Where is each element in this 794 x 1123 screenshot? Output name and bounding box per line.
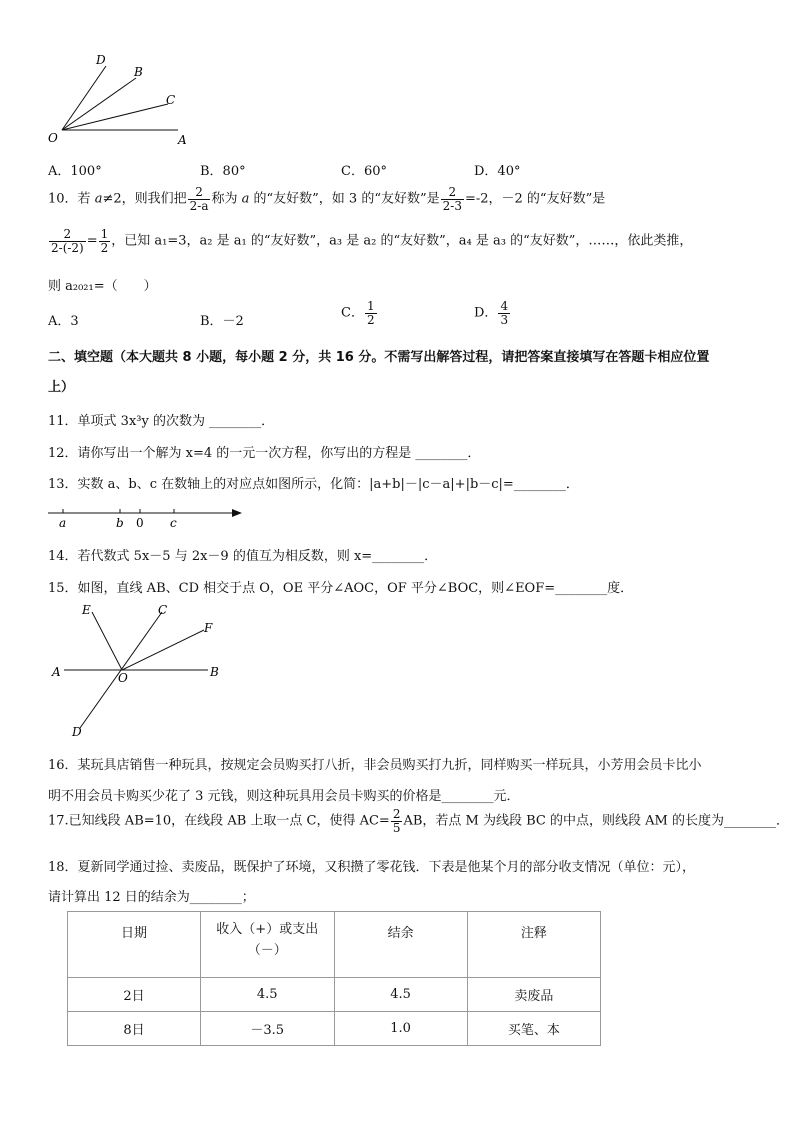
opt-prefix: D． <box>474 305 498 321</box>
q10-var-a: a <box>94 191 103 207</box>
q10-text-f: =-2，－2 的“友好数”是 <box>464 191 606 207</box>
q9-angle-figure <box>40 48 220 148</box>
label-o: O <box>118 671 128 685</box>
ray-ob <box>62 78 136 130</box>
frac-num: 2 <box>441 186 464 200</box>
q10-line1 <box>48 186 605 212</box>
frac-num: 2 <box>188 186 211 200</box>
frac-den: 2-3 <box>442 198 462 213</box>
q10-text-a: 10．若 <box>48 191 95 207</box>
label-f: F <box>204 621 213 635</box>
table-row <box>68 978 601 1012</box>
frac-num: 1 <box>100 227 109 241</box>
q10-text-b: ≠2，则我们把 <box>102 191 187 207</box>
axis-label-b: b <box>116 516 124 530</box>
table-row <box>68 1012 601 1046</box>
cell-date: 2日 <box>68 978 201 1012</box>
q9-option-d: D．40° <box>474 164 521 179</box>
label-c: C <box>166 93 176 107</box>
frac-num: 1 <box>366 299 375 313</box>
q9-option-a: A．100° <box>48 164 102 179</box>
cell-date: 8日 <box>68 1012 201 1046</box>
frac-den: 2-(-2) <box>51 240 84 255</box>
q10-var-a2: a <box>241 191 250 207</box>
label-d: D <box>72 725 82 739</box>
label-b: B <box>210 665 219 679</box>
frac-den: 2 <box>366 312 375 327</box>
q17-text-b: AB，若点 M 为线段 BC 的中点，则线段 AM 的长度为________． <box>403 813 789 829</box>
cell-amount: 4.5 <box>200 978 334 1012</box>
q10-fraction-2-over-2-neg2 <box>49 228 86 254</box>
q18-line2: 请计算出 12 日的结余为________； <box>48 890 255 905</box>
q15-intersecting-lines-figure <box>48 600 228 740</box>
frac-den: 5 <box>392 820 401 835</box>
header-income-line1: 收入（+）或支出 <box>216 922 319 937</box>
header-note: 注释 <box>467 912 600 978</box>
cell-balance: 4.5 <box>334 978 467 1012</box>
label-c: C <box>158 603 168 617</box>
q11-text: 11．单项式 3x³y 的次数为 ________． <box>48 414 275 429</box>
header-balance: 结余 <box>334 912 467 978</box>
axis-arrow-icon <box>232 509 242 517</box>
opt-prefix: C． <box>341 305 364 321</box>
label-a: A <box>52 665 61 679</box>
q10-text-c: 称为 <box>211 191 242 207</box>
q18-line1: 18．夏新同学通过捡、卖废品，既保护了环境，又积攒了零花钱．下表是他某个月的部分收支情况（单位：元）， <box>48 860 696 875</box>
q10-fraction-2-over-2-a <box>188 186 211 212</box>
q10-option-d <box>474 300 511 326</box>
header-date: 日期 <box>68 912 201 978</box>
q18-income-table <box>67 911 601 1046</box>
frac-den: 2 <box>100 240 109 255</box>
label-o: O <box>48 131 58 145</box>
label-b: B <box>134 65 143 79</box>
axis-label-a: a <box>59 516 67 530</box>
frac-den: 2-a <box>189 198 209 213</box>
q16-line1: 16．某玩具店销售一种玩具，按规定会员购买打八折，非会员购买打九折，同样购买一样玩具，小芳用会员卡比小 <box>48 758 702 773</box>
q17-fraction-2-over-5 <box>391 808 403 834</box>
q15-text: 15．如图，直线 AB、CD 相交于点 O，OE 平分∠AOC，OF 平分∠BOC，则∠EOF=________度． <box>48 581 634 596</box>
q13-number-line <box>44 502 248 532</box>
label-a: A <box>178 133 187 147</box>
q10-line3: 则 a₂₀₂₁=（ ） <box>48 279 157 294</box>
q14-text: 14．若代数式 5x－5 与 2x－9 的值互为相反数，则 x=________． <box>48 549 438 564</box>
ray-oc <box>62 104 168 130</box>
cell-note: 卖废品 <box>467 978 600 1012</box>
cell-amount: －3.5 <box>200 1012 334 1046</box>
frac-num: 2 <box>49 228 86 242</box>
q12-text: 12．请你写出一个解为 x=4 的一元一次方程，你写出的方程是 ________． <box>48 446 481 461</box>
header-income <box>200 912 334 978</box>
axis-label-c: c <box>170 516 177 530</box>
frac-num: 4 <box>500 299 509 313</box>
q9-option-b: B．80° <box>200 164 246 179</box>
q10-fraction-1-over-2 <box>99 228 111 254</box>
frac-den: 3 <box>500 312 509 327</box>
header-income-line2: （－） <box>247 943 287 958</box>
cell-balance: 1.0 <box>334 1012 467 1046</box>
cell-note: 买笔、本 <box>467 1012 600 1046</box>
q10-fraction-2-over-2-3 <box>441 186 464 212</box>
q16-line2: 明不用会员卡购买少花了 3 元钱，则这种玩具用会员卡购买的价格是________元． <box>48 789 520 804</box>
label-d: D <box>96 53 106 67</box>
q13-text: 13．实数 a、b、c 在数轴上的对应点如图所示，化简：|a+b|－|c－a|+|b－c|=________． <box>48 477 579 492</box>
table-header-row <box>68 912 601 978</box>
frac-num: 2 <box>392 807 401 821</box>
label-e: E <box>82 603 91 617</box>
q10-option-a: A．3 <box>48 314 79 329</box>
section2-heading-line2: 上） <box>48 380 75 395</box>
q10-text-e: 的“友好数”，如 3 的“友好数”是 <box>249 191 440 207</box>
q17-text-a: 17.已知线段 AB=10，在线段 AB 上取一点 C，使得 AC= <box>48 813 390 829</box>
q9-option-c: C．60° <box>341 164 387 179</box>
q10-option-b: B．－2 <box>200 314 244 329</box>
section2-heading-line1: 二、填空题（本大题共 8 小题，每小题 2 分，共 16 分。不需写出解答过程，请把答案直接填写在答题卡相应位置 <box>48 350 710 365</box>
ray-of <box>122 630 204 670</box>
axis-label-0: 0 <box>136 516 144 530</box>
q17-line <box>48 808 789 834</box>
ray-oe <box>92 612 122 670</box>
q10-line2: $\frac{2}{2-(-2)}$ = $\frac{1}{2}$ ，已知 a₁=3，a₂ 是 a₁ 的“友好数”，a₃ 是 a₂ 的“友好数”，a₄ 是 a₃ 的“友好数”，……，依此类推， <box>51 227 693 255</box>
q10-text-line2: ，已知 a₁=3，a₂ 是 a₁ 的“友好数”，a₃ 是 a₂ 的“友好数”，a₄ 是 a₃ 的“友好数”，……，依此类推， <box>111 233 693 249</box>
q10-option-c <box>341 300 378 326</box>
